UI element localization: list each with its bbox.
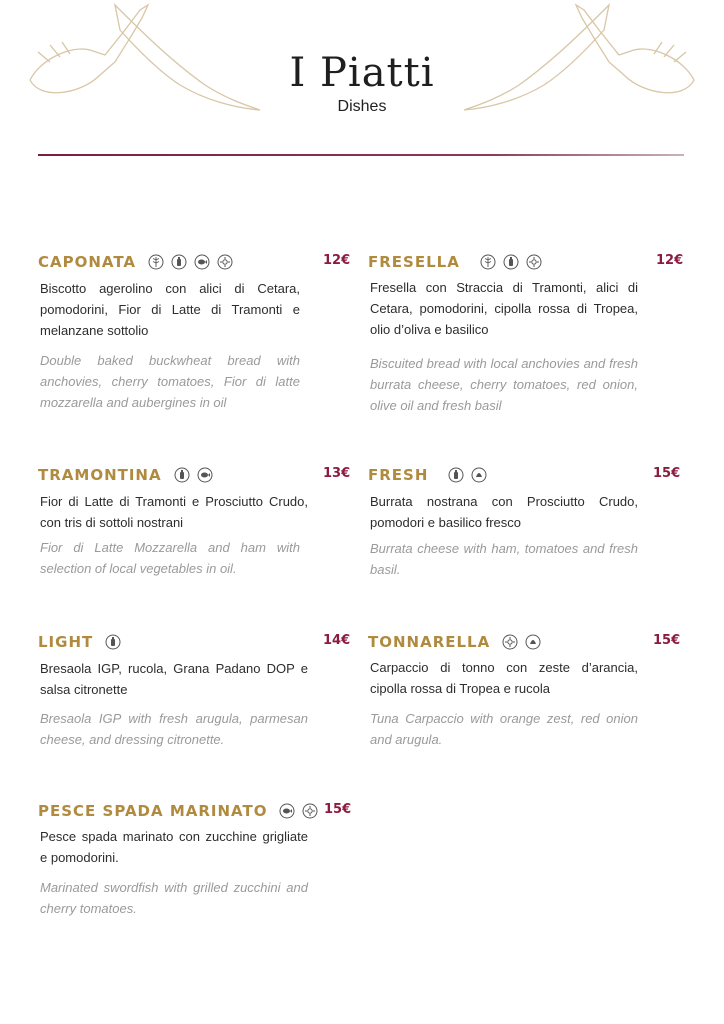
dish-description-english: Double baked buckwheat bread with anchovies, cherry tomatoes, Fior di latte mozzarella and aubergines in oil xyxy=(40,353,300,410)
dish-light xyxy=(38,631,351,761)
dish-caponata xyxy=(38,251,351,421)
dish-description-italian: Biscotto agerolino con alici di Cetara, pomodorini, Fior di Latte di Tramonti e melanzane sottolio xyxy=(40,281,300,338)
egg-icon xyxy=(471,467,487,483)
sun-fish-icon xyxy=(217,254,233,270)
dish-price: 15€ xyxy=(653,466,681,481)
fish-icon xyxy=(194,254,210,270)
dish-description-italian: Bresaola IGP, rucola, Grana Padano DOP e salsa citronette xyxy=(40,661,308,697)
dish-tramontina xyxy=(38,464,351,594)
bottle-icon xyxy=(171,254,187,270)
dish-name: LIGHT xyxy=(38,633,94,651)
sun-fish-icon xyxy=(526,254,542,270)
bottle-icon xyxy=(174,467,190,483)
dish-description-english: Burrata cheese with ham, tomatoes and fresh basil. xyxy=(370,541,638,577)
dish-price: 15€ xyxy=(324,802,352,817)
fish-icon xyxy=(197,467,213,483)
dish-description-italian: Carpaccio di tonno con zeste d’arancia, cipolla rossa di Tropea e rucola xyxy=(370,660,638,696)
egg-icon xyxy=(525,634,541,650)
wheat-icon xyxy=(148,254,164,270)
dish-description-italian: Fresella con Straccia di Tramonti, alici di Cetara, pomodorini, cipolla rossa di Tropea, olio d’oliva e basilico xyxy=(370,280,638,337)
bottle-icon xyxy=(105,634,121,650)
dish-price: 14€ xyxy=(323,633,351,648)
dish-description-italian: Burrata nostrana con Prosciutto Crudo, pomodori e basilico fresco xyxy=(370,494,638,530)
dish-description-english: Biscuited bread with local anchovies and fresh burrata cheese, cherry tomatoes, red onion, olive oil and fresh basil xyxy=(370,356,638,413)
dish-fresh xyxy=(368,464,684,594)
sun-fish-icon xyxy=(302,803,318,819)
dish-name: TONNARELLA xyxy=(368,633,491,651)
dish-price: 15€ xyxy=(653,633,681,648)
bottle-icon xyxy=(503,254,519,270)
dish-price: 13€ xyxy=(323,466,351,481)
dish-pesce-spada-marinato xyxy=(38,800,352,930)
dish-name: FRESELLA xyxy=(368,253,460,271)
bottle-icon xyxy=(448,467,464,483)
dish-description-english: Bresaola IGP with fresh arugula, parmesan cheese, and dressing citronette. xyxy=(40,711,308,747)
dish-name: PESCE SPADA MARINATO xyxy=(38,802,268,820)
page-subtitle: Dishes xyxy=(337,98,387,115)
dish-description-english: Marinated swordfish with grilled zucchini and cherry tomatoes. xyxy=(40,880,308,916)
dish-name: CAPONATA xyxy=(38,253,137,271)
page-title: I Piatti xyxy=(289,50,435,96)
dish-price: 12€ xyxy=(656,253,684,268)
dish-description-italian: Pesce spada marinato con zucchine grigliate e pomodorini. xyxy=(40,829,308,865)
dish-description-italian: Fior di Latte di Tramonti e Prosciutto Crudo, con tris di sottoli nostrani xyxy=(40,494,308,530)
divider xyxy=(38,154,684,156)
fish-icon xyxy=(279,803,295,819)
dish-description-english: Tuna Carpaccio with orange zest, red onion and arugula. xyxy=(370,711,638,747)
dish-tonnarella xyxy=(368,631,684,761)
wheat-icon xyxy=(480,254,496,270)
dish-price: 12€ xyxy=(323,253,351,268)
dish-fresella xyxy=(368,251,684,421)
dish-name: TRAMONTINA xyxy=(38,466,162,484)
dish-name: FRESH xyxy=(368,466,429,484)
sun-fish-icon xyxy=(502,634,518,650)
dish-description-english: Fior di Latte Mozzarella and ham with selection of local vegetables in oil. xyxy=(40,540,300,576)
